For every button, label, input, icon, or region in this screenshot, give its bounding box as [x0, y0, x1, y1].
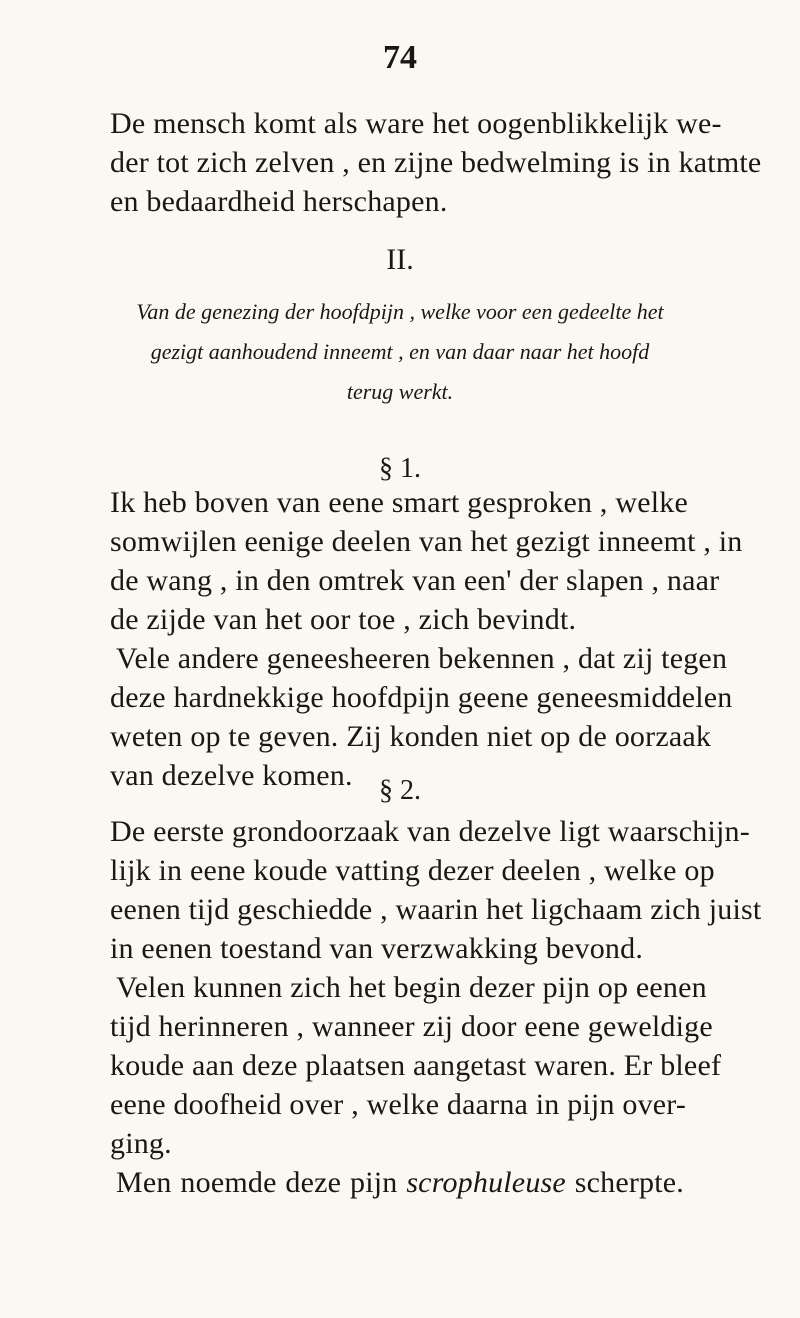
text-segment: scherpte. [565, 1166, 684, 1199]
text-line: tijd herinneren , wanneer zij door eene geweldige [110, 1010, 713, 1043]
text-line: in eenen toestand van verzwakking bevond. [110, 932, 644, 965]
text-line: Velen kunnen zich het begin dezer pijn op eenen [116, 971, 707, 1004]
paragraph-mark: § 1. [379, 453, 421, 484]
text-line: De eerste grondoorzaak van dezelve ligt waarschijn- [110, 815, 750, 848]
text-line: eene doofheid over , welke daarna in pijn over- [110, 1088, 687, 1121]
text-line: ging. [110, 1127, 172, 1160]
text-line: Vele andere geneesheeren bekennen , dat zij tegen [116, 642, 728, 675]
text-line: lijk in eene koude vatting dezer deelen , welke op [110, 854, 715, 887]
paragraph-1 [110, 483, 743, 795]
text-line: deze hardnekkige hoofdpijn geene geneesmiddelen [110, 681, 733, 714]
text-line: en bedaardheid herschapen. [110, 185, 448, 218]
italic-term: scrophuleuse [406, 1166, 566, 1199]
text-line-mixed [110, 1163, 684, 1202]
text-line: Ik heb boven van eene smart gesproken , welke [110, 486, 688, 519]
text-line: somwijlen eenige deelen van het gezigt inneemt , in [110, 525, 743, 558]
text-line: van dezelve komen. [110, 759, 353, 792]
section-number: II. [386, 243, 414, 276]
text-line: eenen tijd geschiedde , waarin het ligchaam zich juist [110, 893, 762, 926]
text-segment: Men noemde deze pijn [116, 1166, 407, 1199]
text-line: De mensch komt als ware het oogenblikkelijk we- [110, 107, 722, 140]
chapter-title-line: gezigt aanhoudend inneemt , en van daar naar het hoofd [150, 339, 650, 364]
text-line: der tot zich zelven , en zijne bedwelming is in katmte [110, 146, 762, 179]
chapter-title-line: Van de genezing der hoofdpijn , welke voor een gedeelte het [136, 299, 664, 324]
text-line: de zijde van het oor toe , zich bevindt. [110, 603, 577, 636]
paragraph-2 [110, 812, 762, 1202]
text-line: de wang , in den omtrek van een' der slapen , naar [110, 564, 720, 597]
text-line: weten op te geven. Zij konden niet op de oorzaak [110, 720, 712, 753]
paragraph-mark: § 2. [379, 775, 421, 806]
intro-paragraph [110, 104, 762, 221]
chapter-title-line: terug werkt. [346, 379, 454, 404]
text-line: koude aan deze plaatsen aangetast waren. Er bleef [110, 1049, 722, 1082]
chapter-title [90, 292, 710, 412]
page-number: 74 [383, 39, 417, 76]
